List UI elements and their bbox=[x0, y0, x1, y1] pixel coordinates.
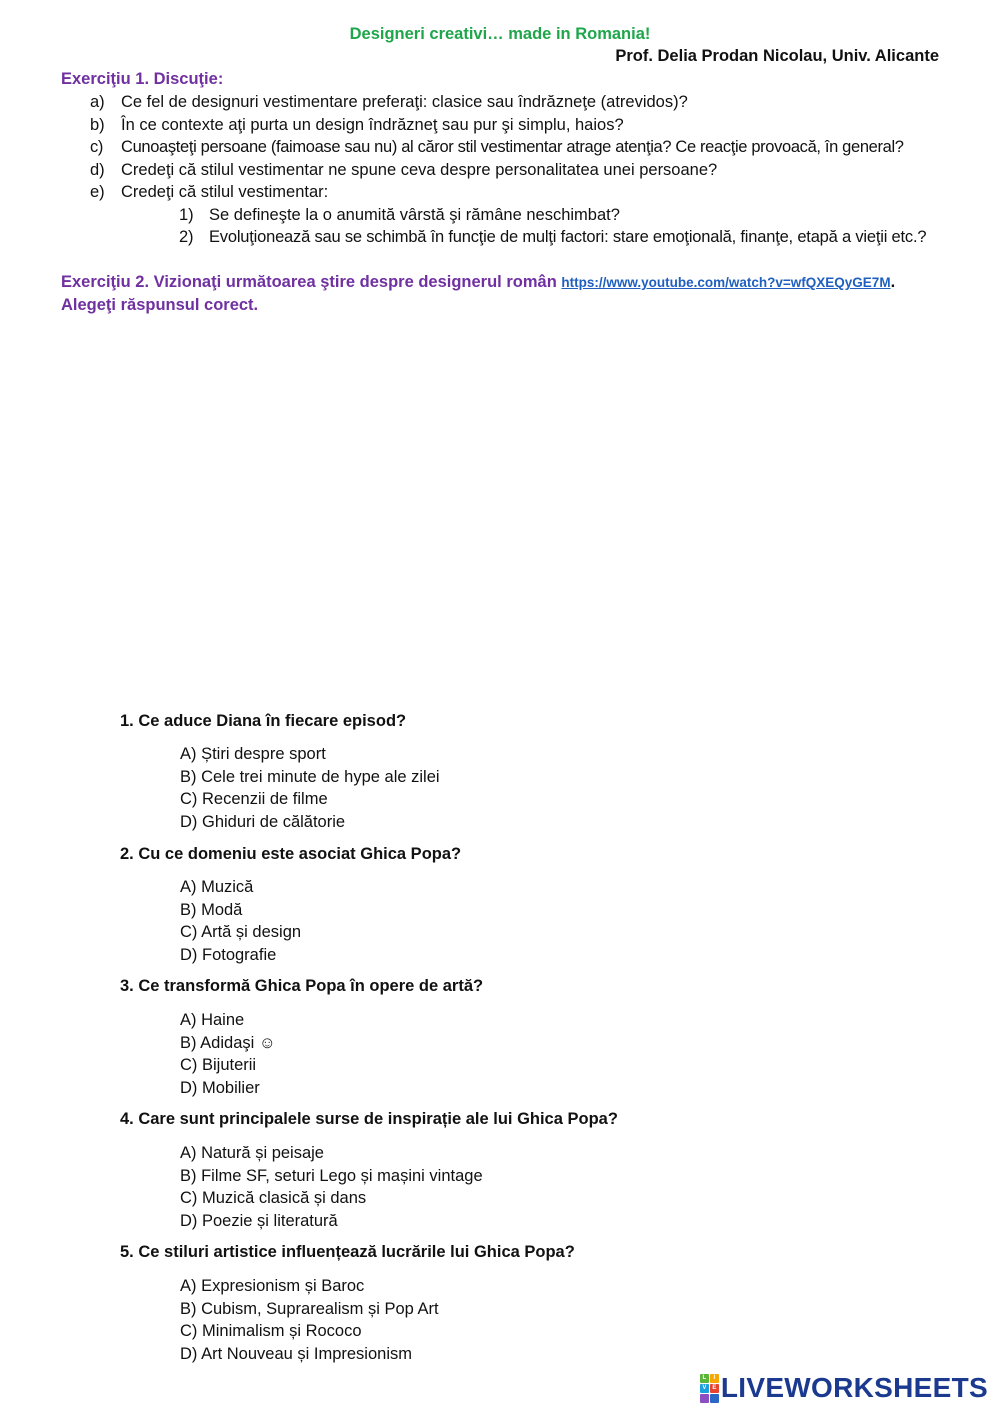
exercise2-instruction: Alegeţi răspunsul corect. bbox=[61, 296, 259, 314]
answer-option[interactable]: B) Filme SF, seturi Lego și mașini vintage bbox=[180, 1166, 483, 1185]
exercise1-list bbox=[90, 91, 926, 249]
logo-block: L bbox=[700, 1374, 709, 1383]
logo-block bbox=[710, 1394, 719, 1403]
answer-option[interactable]: D) Mobilier bbox=[180, 1078, 260, 1097]
list-marker: b) bbox=[90, 115, 105, 134]
list-item-text: Ce fel de designuri vestimentare preferaţi: clasice sau îndrăzneţe (atrevidos)? bbox=[121, 93, 688, 111]
answer-option[interactable]: A) Haine bbox=[180, 1011, 245, 1029]
youtube-link[interactable]: https://www.youtube.com/watch?v=wfQXEQyGE7M bbox=[561, 275, 891, 290]
list-item bbox=[90, 181, 926, 204]
author-line: Prof. Delia Prodan Nicolau, Univ. Alicante bbox=[615, 47, 939, 65]
answer-option[interactable]: C) Recenzii de filme bbox=[180, 790, 328, 808]
list-item-text: Cunoaşteţi persoane (faimoase sau nu) al căror stil vestimentar atrage atenţia? Ce reacţie provoacă, în general? bbox=[121, 138, 904, 156]
video-embed-area[interactable] bbox=[61, 325, 941, 695]
answer-option[interactable]: A) Muzică bbox=[180, 878, 254, 896]
list-marker: 2) bbox=[179, 228, 194, 246]
question-3: 3. Ce transformă Ghica Popa în opere de artă? bbox=[120, 977, 484, 995]
question-5-options bbox=[180, 1275, 439, 1365]
exercise2-title-suffix: . bbox=[890, 273, 896, 291]
logo-block: V bbox=[700, 1384, 709, 1393]
list-item bbox=[90, 91, 926, 114]
exercise2-title-text: Exerciţiu 2. Vizionaţi următoarea ştire despre designerul român bbox=[61, 273, 557, 291]
logo-text: LIVEWORKSHEETS bbox=[720, 1372, 988, 1403]
question-4: 4. Care sunt principalele surse de inspirație ale lui Ghica Popa? bbox=[120, 1110, 618, 1128]
question-1-options bbox=[180, 743, 440, 833]
answer-option[interactable]: D) Art Nouveau și Impresionism bbox=[180, 1344, 412, 1363]
answer-option[interactable]: B) Modă bbox=[180, 900, 243, 919]
answer-option[interactable]: C) Minimalism și Rococo bbox=[180, 1322, 362, 1340]
list-item-text: În ce contexte aţi purta un design îndrăzneţ sau pur şi simplu, haios? bbox=[121, 115, 624, 134]
question-2-options bbox=[180, 876, 301, 966]
logo-block: I bbox=[710, 1374, 719, 1383]
list-marker: 1) bbox=[179, 205, 194, 224]
list-marker: c) bbox=[90, 138, 104, 156]
sub-list-item bbox=[90, 226, 926, 249]
answer-option[interactable]: B) Adidaşi ☺ bbox=[180, 1033, 276, 1052]
answer-option[interactable]: C) Muzică clasică și dans bbox=[180, 1189, 367, 1207]
question-3-options bbox=[180, 1009, 276, 1099]
liveworksheets-logo bbox=[700, 1372, 988, 1404]
question-2: 2. Cu ce domeniu este asociat Ghica Popa? bbox=[120, 845, 462, 863]
exercise1-title: Exerciţiu 1. Discuţie: bbox=[61, 70, 224, 88]
list-marker: d) bbox=[90, 160, 105, 179]
question-4-options bbox=[180, 1142, 483, 1232]
list-item bbox=[90, 136, 926, 159]
list-item-text: Credeţi că stilul vestimentar ne spune ceva despre personalitatea unei persoane? bbox=[121, 160, 718, 179]
logo-block: E bbox=[710, 1384, 719, 1393]
answer-option[interactable]: A) Natură și peisaje bbox=[180, 1144, 324, 1162]
sub-list-item bbox=[90, 204, 926, 227]
logo-blocks-icon bbox=[700, 1374, 719, 1403]
answer-option[interactable]: A) Știri despre sport bbox=[180, 745, 326, 763]
answer-option[interactable]: D) Ghiduri de călătorie bbox=[180, 812, 346, 831]
answer-option[interactable]: D) Fotografie bbox=[180, 945, 277, 964]
logo-block bbox=[700, 1394, 709, 1403]
answer-option[interactable]: C) Artă și design bbox=[180, 923, 302, 941]
answer-option[interactable]: C) Bijuterii bbox=[180, 1056, 257, 1074]
exercise2-title bbox=[61, 273, 895, 292]
list-item bbox=[90, 114, 926, 137]
list-item-text: Evoluţionează sau se schimbă în funcţie de mulţi factori: stare emoţională, finanţe, etapă a vieţii etc.? bbox=[209, 228, 927, 246]
answer-option[interactable]: B) Cele trei minute de hype ale zilei bbox=[180, 767, 440, 786]
answer-option[interactable]: A) Expresionism și Baroc bbox=[180, 1277, 365, 1295]
list-item-text: Se defineşte la o anumită vârstă şi rămâne neschimbat? bbox=[209, 205, 620, 224]
answer-option[interactable]: D) Poezie și literatură bbox=[180, 1211, 338, 1230]
answer-option[interactable]: B) Cubism, Suprarealism și Pop Art bbox=[180, 1299, 439, 1318]
question-5: 5. Ce stiluri artistice influențează lucrările lui Ghica Popa? bbox=[120, 1243, 575, 1261]
list-marker: e) bbox=[90, 183, 105, 201]
list-marker: a) bbox=[90, 93, 105, 111]
list-item-text: Credeţi că stilul vestimentar: bbox=[121, 183, 329, 201]
page-title: Designeri creativi… made in Romania! bbox=[349, 25, 651, 43]
question-1: 1. Ce aduce Diana în fiecare episod? bbox=[120, 712, 407, 730]
list-item bbox=[90, 159, 926, 182]
